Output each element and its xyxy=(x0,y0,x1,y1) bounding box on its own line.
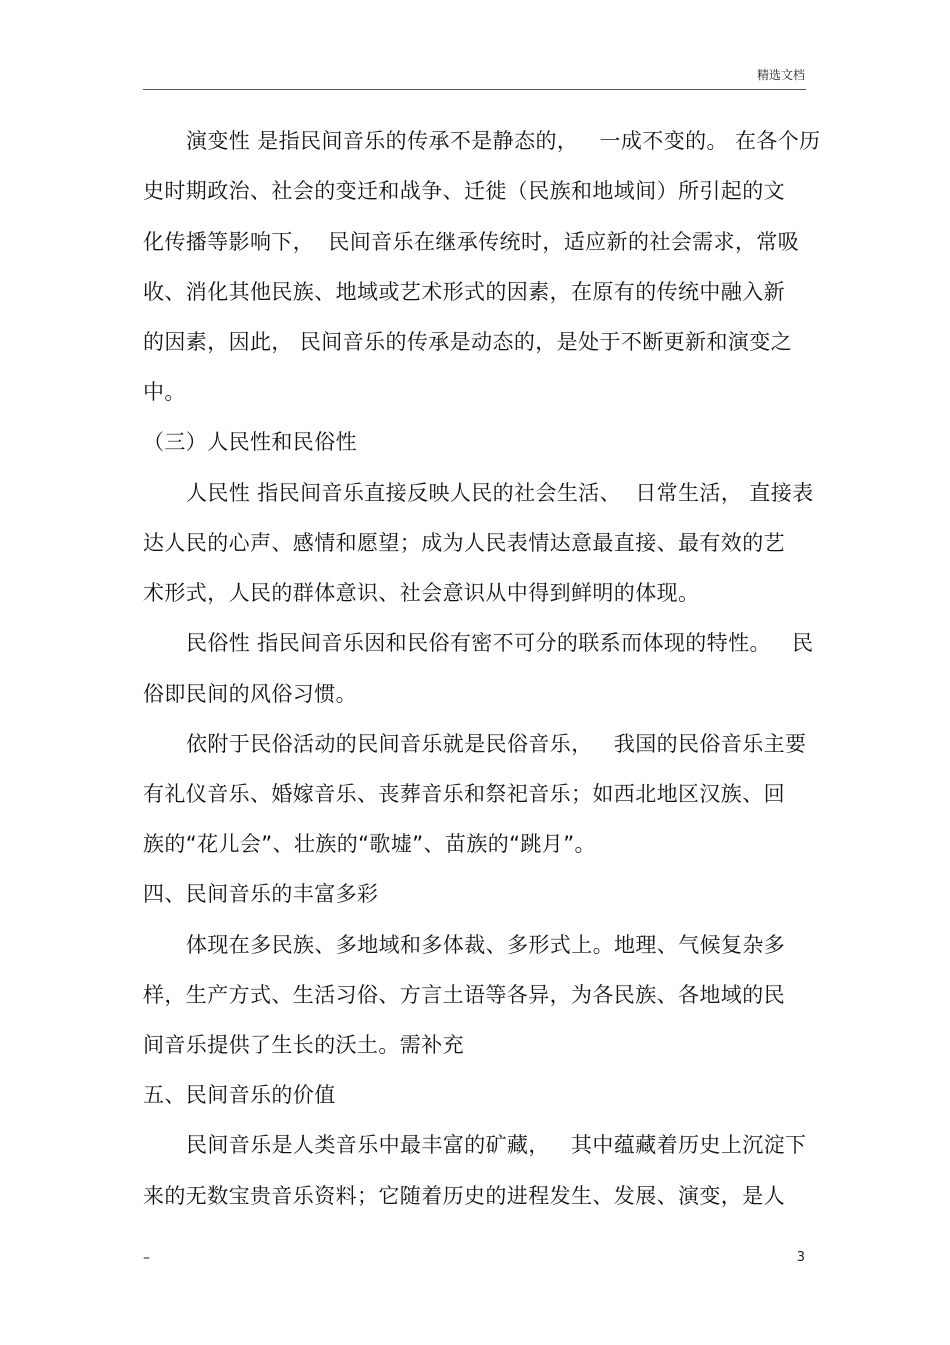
body-line: 样，生产方式、生活习俗、方言土语等各异，为各民族、各地域的民 xyxy=(143,983,785,1007)
body-line: 演变性 是指民间音乐的传承不是静态的， 一成不变的。 在各个历 xyxy=(186,129,821,153)
page-number: 3 xyxy=(796,1250,805,1265)
section-heading: （三）人民性和民俗性 xyxy=(143,430,357,454)
body-line: 民俗性 指民间音乐因和民俗有密不可分的联系而体现的特性。 民 xyxy=(186,631,814,655)
section-heading: 五、民间音乐的价值 xyxy=(143,1083,336,1107)
body-line: 体现在多民族、多地域和多体裁、多形式上。地理、气候复杂多 xyxy=(186,933,786,957)
body-line: 的因素，因此， 民间音乐的传承是动态的，是处于不断更新和演变之 xyxy=(143,330,793,354)
section-heading: 四、民间音乐的丰富多彩 xyxy=(143,882,379,906)
body-line: 来的无数宝贵音乐资料；它随着历史的进程发生、发展、演变，是人 xyxy=(143,1184,785,1208)
footer-dash: – xyxy=(143,1250,150,1266)
body-line: 史时期政治、社会的变迁和战争、迁徙（民族和地域间）所引起的文 xyxy=(143,179,785,203)
header-label: 精选文档 xyxy=(756,68,805,82)
body-line: 民间音乐是人类音乐中最丰富的矿藏， 其中蕴藏着历史上沉淀下 xyxy=(186,1133,807,1157)
body-line: 达人民的心声、感情和愿望；成为人民表情达意最直接、最有效的艺 xyxy=(143,531,785,555)
body-line: 中。 xyxy=(143,380,186,404)
body-line: 族的“花儿会”、壮族的“歌墟”、苗族的“跳月”。 xyxy=(143,832,596,856)
body-line: 术形式，人民的群体意识、社会意识从中得到鲜明的体现。 xyxy=(143,581,700,605)
header-divider xyxy=(143,89,806,90)
body-line: 有礼仪音乐、婚嫁音乐、丧葬音乐和祭祀音乐；如西北地区汉族、回 xyxy=(143,782,785,806)
body-line: 化传播等影响下， 民间音乐在继承传统时，适应新的社会需求，常吸 xyxy=(143,230,800,254)
body-line: 人民性 指民间音乐直接反映人民的社会生活、 日常生活， 直接表 xyxy=(186,481,814,505)
body-line: 依附于民俗活动的民间音乐就是民俗音乐， 我国的民俗音乐主要 xyxy=(186,732,807,756)
body-line: 间音乐提供了生长的沃土。需补充 xyxy=(143,1033,464,1057)
body-line: 俗即民间的风俗习惯。 xyxy=(143,682,357,706)
body-line: 收、消化其他民族、地域或艺术形式的因素，在原有的传统中融入新 xyxy=(143,280,785,304)
